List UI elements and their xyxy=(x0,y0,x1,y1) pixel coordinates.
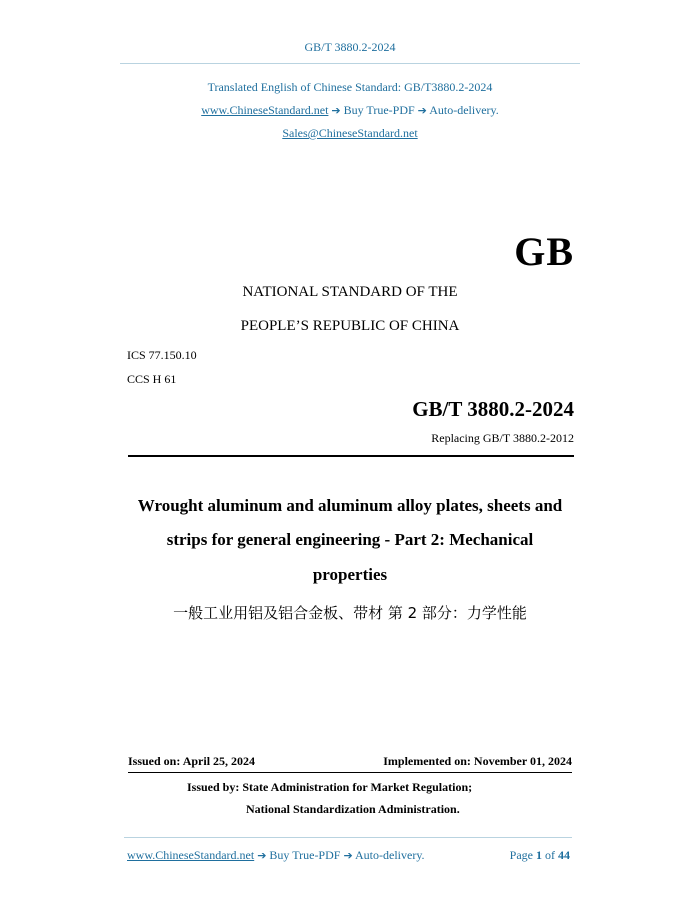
site-link[interactable]: www.ChineseStandard.net xyxy=(201,103,329,117)
auto-delivery-text: Auto-delivery. xyxy=(429,103,499,117)
arrow-right-icon: ➔ xyxy=(343,849,353,862)
footer-delivery-text: Auto-delivery. xyxy=(355,848,425,862)
title-line-2: strips for general engineering - Part 2: Mechanical xyxy=(166,530,534,549)
issued-date: Issued on: April 25, 2024 xyxy=(128,754,256,768)
buy-pdf-text: Buy True-PDF xyxy=(343,103,415,117)
page-indicator xyxy=(510,848,570,863)
email-link[interactable]: Sales@ChineseStandard.net xyxy=(282,126,418,140)
ics-code: ICS 77.150.10 xyxy=(127,348,197,362)
email-line xyxy=(0,126,700,141)
dates-rule xyxy=(128,772,572,773)
footer-links xyxy=(127,848,425,863)
footer-rule xyxy=(124,837,572,838)
implemented-date: Implemented on: November 01, 2024 xyxy=(383,754,572,768)
arrow-right-icon: ➔ xyxy=(331,104,341,117)
notice-line: Translated English of Chinese Standard: GB/T3880.2-2024 xyxy=(207,80,493,94)
page-number: 1 xyxy=(536,848,542,862)
title-chinese: 一般工业用铝及铝合金板、带材 第 2 部分：力学性能 xyxy=(173,604,527,622)
standard-rule xyxy=(128,455,574,457)
ccs-code: CCS H 61 xyxy=(127,372,177,386)
national-line-1: NATIONAL STANDARD OF THE xyxy=(242,284,458,300)
notice-links xyxy=(0,103,700,118)
national-line-2: PEOPLE’S REPUBLIC OF CHINA xyxy=(240,318,460,334)
standard-number: GB/T 3880.2-2024 xyxy=(412,397,574,421)
issuer-line-2: National Standardization Administration. xyxy=(246,802,460,816)
issuer-line-1: Issued by: State Administration for Market Regulation; xyxy=(187,780,473,794)
replacing-text: Replacing GB/T 3880.2-2012 xyxy=(431,431,574,445)
footer-buy-text: Buy True-PDF xyxy=(269,848,341,862)
page-label: Page xyxy=(509,848,533,862)
header-code: GB/T 3880.2-2024 xyxy=(304,40,396,54)
header-rule xyxy=(120,63,580,64)
footer-site-link[interactable]: www.ChineseStandard.net xyxy=(127,848,255,862)
title-line-1: Wrought aluminum and aluminum alloy plates, sheets and xyxy=(137,496,563,515)
arrow-right-icon: ➔ xyxy=(257,849,267,862)
page-total: 44 xyxy=(558,848,570,862)
of-label: of xyxy=(545,848,555,862)
arrow-right-icon: ➔ xyxy=(417,104,427,117)
gb-logo: GB xyxy=(514,229,574,274)
title-line-3: properties xyxy=(312,565,388,584)
